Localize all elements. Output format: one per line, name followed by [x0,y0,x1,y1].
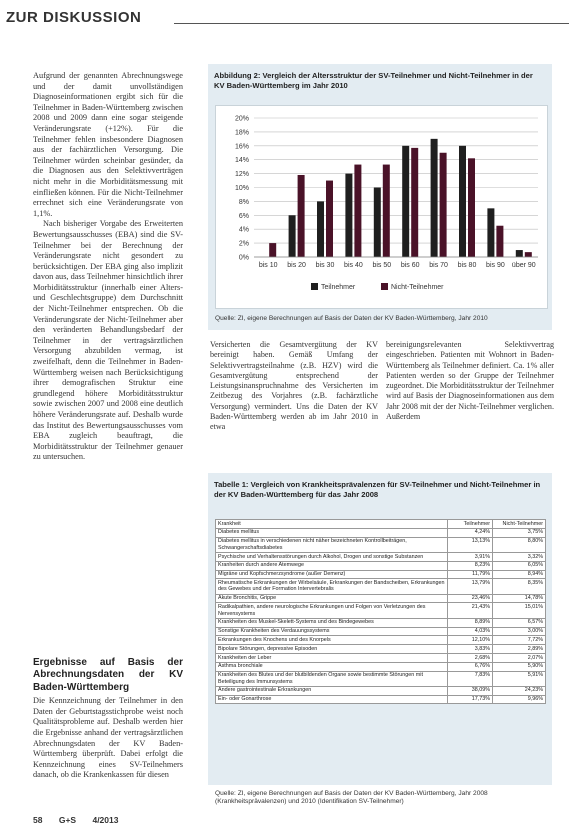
table-cell: 21,43% [448,603,493,618]
table-cell: 3,83% [448,645,493,654]
table-cell: Diabetes mellitus in verschiedenen nicht näher bezeichneten Kontrollbeiträgen, Schwangerschaftsdiabetes [216,537,448,552]
table-cell: Krankheiten des Muskel-Skelett-Systems und des Bindegewebes [216,618,448,627]
table-cell: Krankheiten der Leber [216,653,448,662]
bar-teilnehmer [317,201,324,257]
figure-title: Abbildung 2: Vergleich der Altersstruktur der SV-Teilnehmer und Nicht-Teilnehmer in der KV Baden-Württemberg im Jahr 2010 [214,71,533,90]
table-cell: 13,13% [448,537,493,552]
bar-teilnehmer [289,215,296,257]
table-cell: 38,09% [448,686,493,695]
y-tick-label: 8% [238,198,249,206]
bar-nicht-teilnehmer [354,165,361,257]
journal-name: G+S [58,815,77,825]
table-title: Tabelle 1: Vergleich von Krankheitsprävalenzen für SV-Teilnehmer und Nicht-Teilnehmer in der KV Baden-Württemberg für das Jahr 2008 [214,480,541,499]
table-cell: 15,01% [493,603,546,618]
header-title: ZUR DISKUSSION [6,9,142,26]
table-cell: Radikalpathien, andere neurologische Erkrankungen und Folgen von Verletzungen des Nervensystems [216,603,448,618]
bar-teilnehmer [516,250,523,257]
section-text: Die Kennzeichnung der Teilnehmer in den Daten der Geburtstagsstichprobe weist noch Qualitätsprobleme auf. Deshalb werden hier die Ergebnisse anhand der vertragsärztlichen Abrechnungsdaten der KV Baden-Württemberg überprüft. Dabei erfolgt die Kennzeichnung eines SV-Teilnehmers danach, ob die Krankenkassen für diesen [33,696,183,780]
x-tick-label: bis 60 [400,262,420,269]
bar-nicht-teilnehmer [525,252,532,257]
table-row [216,695,546,704]
table-cell: 11,79% [448,570,493,579]
table-cell: 6,76% [448,662,493,671]
table-cell: Rheumatische Erkrankungen der Wirbelsäule, Erkrankungen der Bandscheiben, Erkrankungen des Gewebes und der Formation Intervertebralis [216,579,448,594]
table-cell: 3,00% [493,627,546,636]
table-cell: 8,94% [493,570,546,579]
table-row [216,528,546,537]
table-cell: 3,91% [448,552,493,561]
x-tick-label: bis 70 [429,262,448,269]
table-cell: 2,68% [448,653,493,662]
table-cell: 3,32% [493,552,546,561]
bar-teilnehmer [402,146,409,257]
section-heading: Ergebnisse auf Basis der Abrechnungsdaten der KV Baden-Württemberg [33,657,183,693]
table-cell: 5,91% [493,671,546,686]
x-tick-label: über 90 [511,262,536,269]
table-cell: Akute Bronchitis, Grippe [216,594,448,603]
legend-label: Nicht-Teilnehmer [391,284,444,291]
bar-nicht-teilnehmer [440,153,447,257]
bar-nicht-teilnehmer [298,175,305,257]
chart-panel [215,105,548,309]
table-row [216,561,546,570]
bar-nicht-teilnehmer [468,158,475,257]
table-cell: 8,89% [448,618,493,627]
left-column-section [33,649,183,781]
y-tick-label: 12% [234,171,249,179]
left-column [33,71,183,463]
y-tick-label: 6% [238,212,249,220]
footer [33,815,132,825]
table-cell: 23,46% [448,594,493,603]
bar-teilnehmer [459,146,466,257]
table-cell: Krankheiten des Blutes und der blutbildenden Organe sowie bestimmte Störungen mit Beteiligung des Immunsystems [216,671,448,686]
bar-teilnehmer [345,174,352,257]
table-cell: Diabetes mellitus [216,528,448,537]
table-cell: Ein- oder Gonarthrose [216,695,448,704]
x-tick-label: bis 80 [457,262,477,269]
bar-nicht-teilnehmer [269,243,276,257]
table-row [216,645,546,654]
table-cell: Sonstige Krankheiten des Verdauungssystems [216,627,448,636]
bar-teilnehmer [374,188,381,258]
issue-number: 4/2013 [92,815,119,825]
prevalence-table [215,519,546,704]
legend-swatch [311,283,318,290]
table-panel [215,519,546,704]
bar-nicht-teilnehmer [326,181,333,257]
bar-teilnehmer [487,208,494,257]
left-paragraph-2: Nach bisheriger Vorgabe des Erweiterten Bewertungsausschusses (EBA) sind die SV-Teilnehmer bei der Berechnung der Veränderungsrate nicht gesondert zu berücksichtigen. Der EBA ging also implizit davon aus, dass Teilnehmer hinsichtlich ihrer Morbiditätsstruktur (innerhalb einer Alters- und Geschlechtsgruppe) dem Durchschnitt der Nicht-Teilnehmer entsprechen. Ob die Veränderungsrate der Nicht-Teilnehmer aber den veränderten Behandlungsbedarf der Teilnehmer in der vertragsärztlichen Versorgung abzubilden vermag, ist zweifelhaft, denn die Teilnehmer in Baden-Württemberg weisen nach Berücksichtigung ihrer demografischen Struktur eine grundlegend höhere Morbiditätsstruktur sowie zwischen 2007 und 2008 eine deutlich höhere Veränderungsrate auf. Deshalb wurde das Institut des Bewertungsausschusses vom EBA zugleich beauftragt, die Morbiditätsstruktur der Teilnehmer genauer zu untersuchen. [33,219,183,462]
table-cell: 4,03% [448,627,493,636]
table-row [216,671,546,686]
table-cell: 6,05% [493,561,546,570]
table-cell: 9,96% [493,695,546,704]
y-tick-label: 18% [234,129,249,137]
figure-source: Quelle: ZI, eigene Berechnungen auf Basis der Daten der KV Baden-Württemberg, Jahr 2010 [215,315,488,322]
table-cell: 7,72% [493,636,546,645]
y-tick-label: 2% [238,240,249,248]
table-cell: 8,23% [448,561,493,570]
y-tick-label: 20% [234,115,249,123]
table-cell: 12,10% [448,636,493,645]
x-tick-label: bis 10 [258,262,278,269]
y-tick-label: 10% [234,185,249,192]
table-row [216,618,546,627]
table-cell: Bipolare Störungen, depressive Episoden [216,645,448,654]
table-header-cell: Nicht-Teilnehmer [493,520,546,529]
table-cell: 14,78% [493,594,546,603]
table-cell: 2,07% [493,653,546,662]
x-tick-label: bis 90 [486,262,505,269]
table-cell: 24,23% [493,686,546,695]
table-row [216,570,546,579]
y-tick-label: 16% [234,143,249,151]
table-header-cell: Teilnehmer [448,520,493,529]
x-tick-label: bis 30 [315,262,335,269]
table-cell: Psychische und Verhaltensstörungen durch Alkohol, Drogen und sonstige Substanzen [216,552,448,561]
table-source: Quelle: ZI, eigene Berechnungen auf Basis der Daten der KV Baden-Württemberg, Jahr 2008 (Krankheitsprävalenzen) und 2010 (Identifikation SV-Teilnehmer) [215,790,488,806]
table-row [216,603,546,618]
y-tick-label: 14% [234,157,249,165]
middle-text-col2: bereinigungsrelevanten Selektivvertrag eingeschrieben. Patienten mit Wohnort in Baden-Württemberg als Teilnehmer definiert. Ca. 1% aller Patienten werden so der Gruppe der Teilnehmer zugeordnet. Die Morbiditätsstruktur der Teilnehmer wird auf Basis der Diagnoseinformationen aus dem Jahr 2008 mit der der Nicht-Teilnehmer verglichen. Außerdem [386,340,554,422]
table-cell: 2,89% [493,645,546,654]
table-cell: 5,90% [493,662,546,671]
table-row [216,686,546,695]
bar-chart [216,106,547,308]
table-cell: 4,24% [448,528,493,537]
table-header-cell: Krankheit [216,520,448,529]
y-tick-label: 4% [238,226,249,234]
table-row [216,537,546,552]
table-row [216,594,546,603]
bar-nicht-teilnehmer [383,165,390,257]
middle-text-col1: Versicherten die Gesamtvergütung der KV bereinigt haben. Gemäß Umfang der Selektivvertragsteilnahme (z.B. HZV) wird die Gesamtvergütung entsprechend der Leistungsinanspruchnahme des Versicherten im Zeitbezug des Vorjahres (z.B. fachärztliche Versorgung) vermindert. Uns die Daten der KV Baden-Württemberg werden ab im Jahr 2010 in etwa [210,340,378,432]
table-row [216,662,546,671]
table-cell: 3,75% [493,528,546,537]
table-cell: 7,83% [448,671,493,686]
x-tick-label: bis 40 [344,262,363,269]
table-cell: Kranheiten durch andere Atemwege [216,561,448,570]
table-cell: 8,35% [493,579,546,594]
table-row [216,552,546,561]
table-cell: 13,79% [448,579,493,594]
bar-nicht-teilnehmer [496,226,503,257]
table-cell: Migräne und Kopfschmerzsyndrome (außer Demenz) [216,570,448,579]
table-cell: Erkrankungen des Knochens und des Knorpels [216,636,448,645]
table-cell: Andere gastrointestinale Erkrankungen [216,686,448,695]
y-tick-label: 0% [238,254,249,262]
left-paragraph-1: Aufgrund der genannten Abrechnungswege und der damit unvollständigen Diagnoseinformationen ergibt sich für die Teilnehmer in Baden-Württemberg zwischen 2008 und 2009 dann eine sogar steigende Veränderungsrate (+12%). Für die Teilnehmer fehlen insbesondere Diagnosen aus der fachärztlichen Versorgung. Die Teilnehmer würden scheinbar gesünder, da die Diagnosen aus den Selektivverträgen nicht mehr in die Morbiditätsmessung mit einfließen können. Für die Nicht-Teilnehmer errechnet sich eine Veränderungsrate von 1,1%. [33,71,183,218]
table-row [216,653,546,662]
page-number: 58 [33,815,43,825]
header-rule [174,23,569,24]
bar-nicht-teilnehmer [411,148,418,257]
table-header-row [216,520,546,529]
bar-teilnehmer [431,139,438,257]
legend-label: Teilnehmer [321,284,356,291]
table-row [216,579,546,594]
legend-swatch [381,283,388,290]
table-cell: Asthma bronchiale [216,662,448,671]
table-cell: 17,73% [448,695,493,704]
x-tick-label: bis 50 [372,262,392,269]
table-row [216,627,546,636]
table-row [216,636,546,645]
table-cell: 6,57% [493,618,546,627]
x-tick-label: bis 20 [287,262,306,269]
table-cell: 8,80% [493,537,546,552]
